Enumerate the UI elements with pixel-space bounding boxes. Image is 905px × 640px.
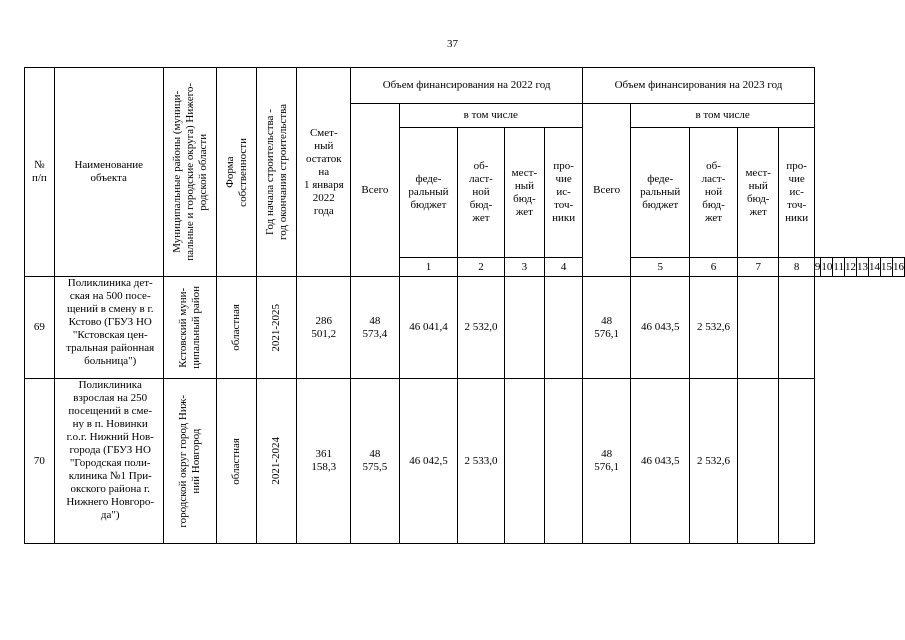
header-ownership: Форма собственности: [217, 68, 257, 277]
header-name: Наименование объекта: [54, 68, 163, 277]
object-name: Поликлиника дет- ская на 500 посе- щений в смену в г. Кстово (ГБУЗ НО "Кстовская цен- тральная районная больница"): [54, 277, 163, 379]
table-row: [25, 277, 905, 379]
other-2022: [545, 277, 583, 379]
col-number: 8: [779, 258, 814, 277]
years: 2021-2025: [257, 277, 297, 379]
ownership: областная: [217, 277, 257, 379]
header-num: № п/п: [25, 68, 55, 277]
col-number: 11: [833, 258, 845, 277]
total-2023: 48 576,1: [583, 277, 631, 379]
local-2023: [737, 277, 778, 379]
municipality: городской округ город Ниж- ний Новгород: [163, 379, 217, 544]
header-incl-2023: в том числе: [631, 104, 815, 128]
financing-table: [24, 67, 905, 544]
estimate: 361 158,3: [297, 379, 351, 544]
col-number: 1: [399, 258, 458, 277]
municipality: Кстовский муни- ципальный район: [163, 277, 217, 379]
header-incl-2022: в том числе: [399, 104, 583, 128]
header-fin2023: Объем финансирования на 2023 год: [583, 68, 815, 104]
regional-2022: 2 533,0: [458, 379, 504, 544]
header-total-2022: Всего: [351, 104, 399, 277]
other-2022: [545, 379, 583, 544]
row-num: 69: [25, 277, 55, 379]
federal-2022: 46 042,5: [399, 379, 458, 544]
col-number: 10: [821, 258, 833, 277]
total-2023: 48 576,1: [583, 379, 631, 544]
regional-2022: 2 532,0: [458, 277, 504, 379]
page-number: 37: [447, 38, 458, 50]
header-total-2023: Всего: [583, 104, 631, 277]
row-num: 70: [25, 379, 55, 544]
header-federal-2022: феде- ральный бюджет: [399, 128, 458, 258]
other-2023: [779, 277, 814, 379]
col-number: 13: [857, 258, 869, 277]
header-regional-2022: об- ласт- ной бюд- жет: [458, 128, 504, 258]
header-fin2022: Объем финансирования на 2022 год: [351, 68, 583, 104]
col-number: 3: [504, 258, 545, 277]
header-local-2022: мест- ный бюд- жет: [504, 128, 545, 258]
header-other-2022: про- чие ис- точ- ники: [545, 128, 583, 258]
object-name: Поликлиника взрослая на 250 посещений в сме- ну в п. Новинки г.о.г. Нижний Нов- города (ГБУЗ НО "Городская поли- клиника №1 При- окского района г. Нижнего Новгоро- да"): [54, 379, 163, 544]
col-number: 4: [545, 258, 583, 277]
other-2023: [779, 379, 814, 544]
header-other-2023: про- чие ис- точ- ники: [779, 128, 814, 258]
header-regional-2023: об- ласт- ной бюд- жет: [690, 128, 738, 258]
table-row: [25, 379, 905, 544]
header-local-2023: мест- ный бюд- жет: [737, 128, 778, 258]
federal-2023: 46 043,5: [631, 277, 690, 379]
col-number: 5: [631, 258, 690, 277]
header-federal-2023: феде- ральный бюджет: [631, 128, 690, 258]
ownership: областная: [217, 379, 257, 544]
federal-2022: 46 041,4: [399, 277, 458, 379]
col-number: 6: [690, 258, 738, 277]
header-years: Год начала строительства - год окончания строительства: [257, 68, 297, 277]
regional-2023: 2 532,6: [690, 379, 738, 544]
col-number: 14: [869, 258, 881, 277]
federal-2023: 46 043,5: [631, 379, 690, 544]
col-number: 7: [737, 258, 778, 277]
col-number: 12: [845, 258, 857, 277]
col-number: 9: [814, 258, 821, 277]
local-2022: [504, 379, 545, 544]
col-number: 15: [881, 258, 893, 277]
col-number: 16: [893, 258, 905, 277]
col-number: 2: [458, 258, 504, 277]
local-2022: [504, 277, 545, 379]
total-2022: 48 575,5: [351, 379, 399, 544]
header-estimate: Смет- ный остаток на 1 января 2022 года: [297, 68, 351, 277]
header-municipality: Муниципальные районы (муници- пальные и городские округа) Нижего- родской области: [163, 68, 217, 277]
total-2022: 48 573,4: [351, 277, 399, 379]
estimate: 286 501,2: [297, 277, 351, 379]
years: 2021-2024: [257, 379, 297, 544]
local-2023: [737, 379, 778, 544]
regional-2023: 2 532,6: [690, 277, 738, 379]
